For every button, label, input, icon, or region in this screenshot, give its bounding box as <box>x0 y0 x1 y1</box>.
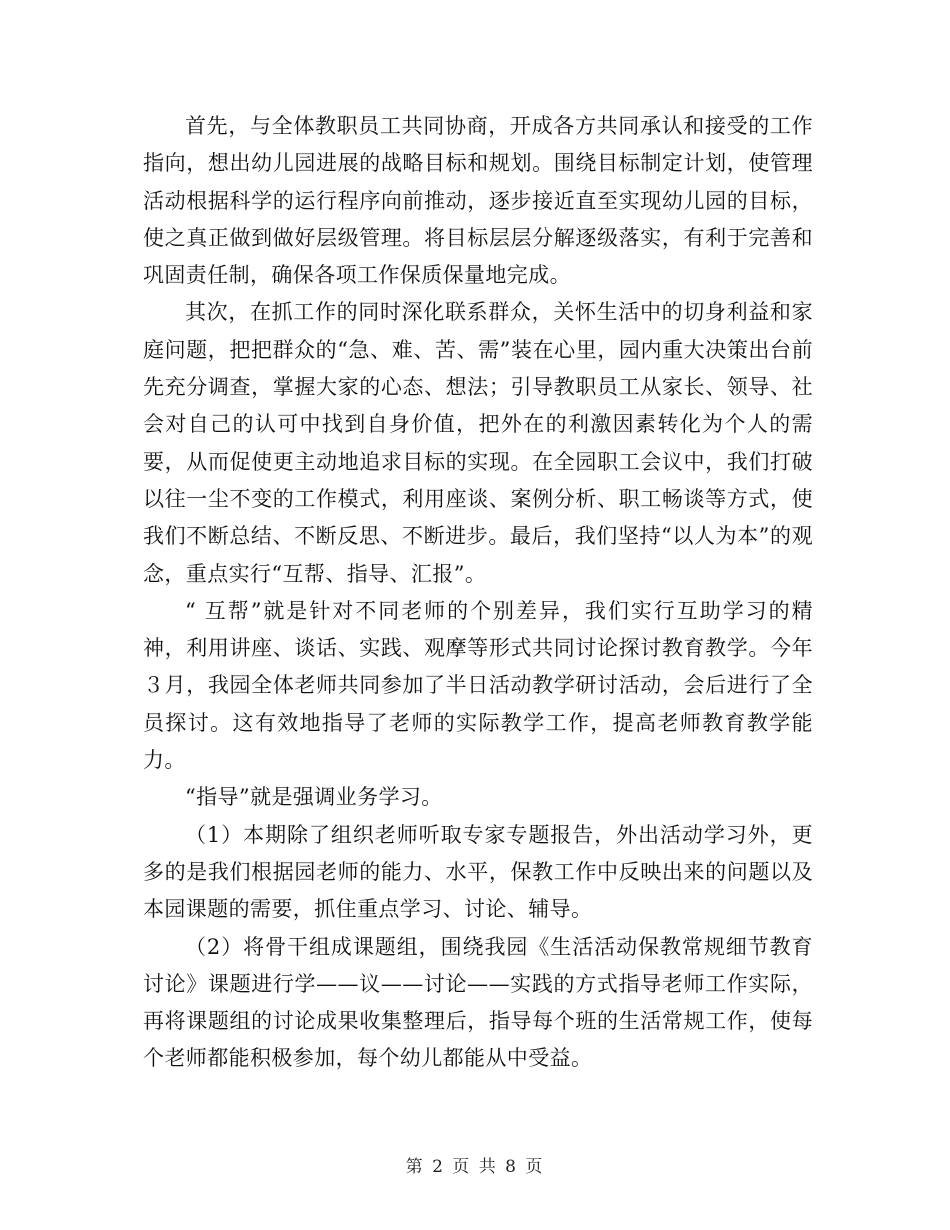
document-body <box>143 108 813 1078</box>
paragraph-goal-management: 首先，与全体教职员工共同协商，开成各方共同承认和接受的工作指向，想出幼儿园进展的战略目标和规划。围绕目标制定计划，使管理活动根据科学的运行程序向前推动，逐步接近直至实现幼儿园的目标，使之真正做到做好层级管理。将目标层层分解逐级落实，有利于完善和巩固责任制，确保各项工作保质保量地完成。 <box>143 114 813 288</box>
paragraph-guidance-item-1: （1）本期除了组织老师听取专家专题报告，外出活动学习外，更多的是我们根据园老师的能力、水平，保教工作中反映出来的问题以及本园课题的需要，抓住重点学习、讨论、辅导。 <box>143 822 813 922</box>
paragraph-guidance-heading: “指导”就是强调业务学习。 <box>185 785 443 810</box>
paragraph-mutual-help: “ 互帮”就是针对不同老师的个别差异，我们实行互助学习的精神，利用讲座、谈话、实践、观摩等形式共同讨论探讨教育教学。今年３月，我园全体老师共同参加了半日活动教学研讨活动，会后进行了全员探讨。这有效地指导了老师的实际教学工作，提高老师教育教学能力。 <box>143 598 813 773</box>
paragraph-guidance-item-2: （2）将骨干组成课题组，围绕我园《生活活动保教常规细节教育讨论》课题进行学——议——讨论——实践的方式指导老师工作实际，再将课题组的讨论成果收集整理后，指导每个班的生活常规工作，使每个老师都能积极参加，每个幼儿都能从中受益。 <box>143 934 813 1071</box>
paragraph-mass-connection: 其次，在抓工作的同时深化联系群众，关怀生活中的切身利益和家庭问题，把把群众的“急、难、苦、需”装在心里，园内重大决策出台前先充分调查，掌握大家的心态、想法；引导教职员工从家长、领导、社会对自己的认可中找到自身价值，把外在的利激因素转化为个人的需要，从而促使更主动地追求目标的实现。在全园职工会议中，我们打破以往一尘不变的工作模式，利用座谈、案例分析、职工畅谈等方式，使我们不断总结、不断反思、不断进步。最后，我们坚持“以人为本”的观念，重点实行“互帮、指导、汇报”。 <box>143 300 813 586</box>
page-footer: 第 2 页 共 8 页 <box>405 1157 545 1177</box>
